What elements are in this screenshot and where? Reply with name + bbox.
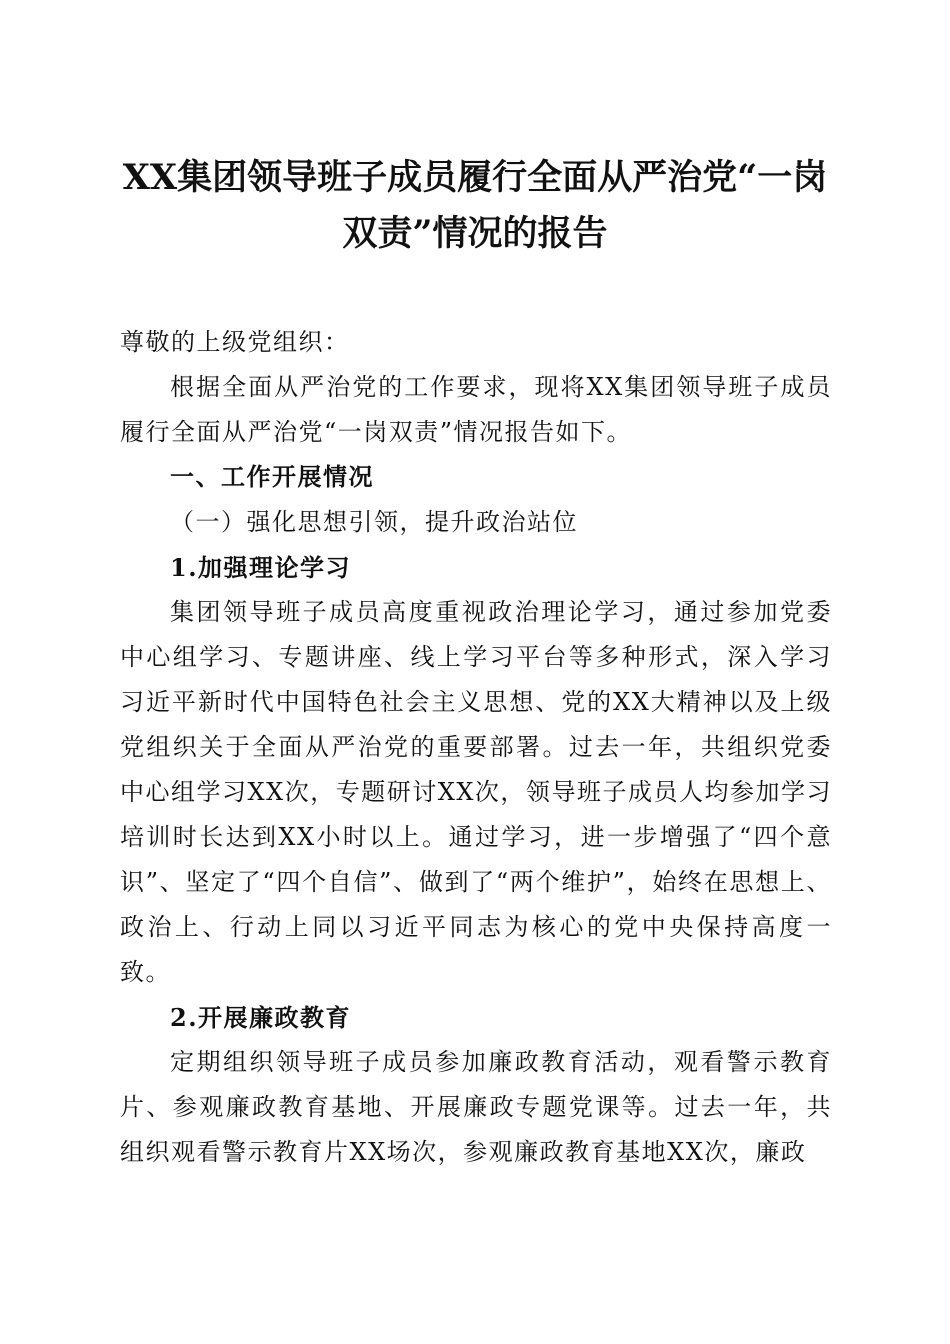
section-heading-1: 一、工作开展情况 bbox=[170, 463, 374, 491]
item-paragraph-1: 集团领导班子成员高度重视政治理论学习，通过参加党委中心组学习、专题讲座、线上学习平台等多种形式，深入学习习近平新时代中国特色社会主义思想、党的XX大精神以及上级党组织关于全面从严治党的重要部署。过去一年，共组织党委中心组学习XX次，专题研讨XX次，领导班子成员人均参加学习培训时长达到XX小时以上。通过学习，进一步增强了“四个意识”、坚定了“四个自信”、做到了“两个维护”，始终在思想上、政治上、行动上同以习近平同志为核心的党中央保持高度一致。 bbox=[120, 598, 832, 986]
item-heading-1: 1.加强理论学习 bbox=[170, 553, 352, 582]
subsection-heading-1: （一）强化思想引领，提升政治站位 bbox=[170, 508, 578, 536]
item-paragraph-2: 定期组织领导班子成员参加廉政教育活动，观看警示教育片、参观廉政教育基地、开展廉政专题党课等。过去一年，共组织观看警示教育片XX场次，参观廉政教育基地XX次，廉政 bbox=[120, 1048, 832, 1166]
document-title: XX集团领导班子成员履行全面从严治党“一岗双责”情况的报告 bbox=[122, 157, 828, 254]
document-body bbox=[120, 320, 832, 1175]
intro-paragraph: 根据全面从严治党的工作要求，现将XX集团领导班子成员履行全面从严治党“一岗双责”情况报告如下。 bbox=[120, 373, 832, 446]
item-heading-2: 2.开展廉政教育 bbox=[170, 1003, 352, 1032]
salutation: 尊敬的上级党组织： bbox=[120, 328, 350, 356]
